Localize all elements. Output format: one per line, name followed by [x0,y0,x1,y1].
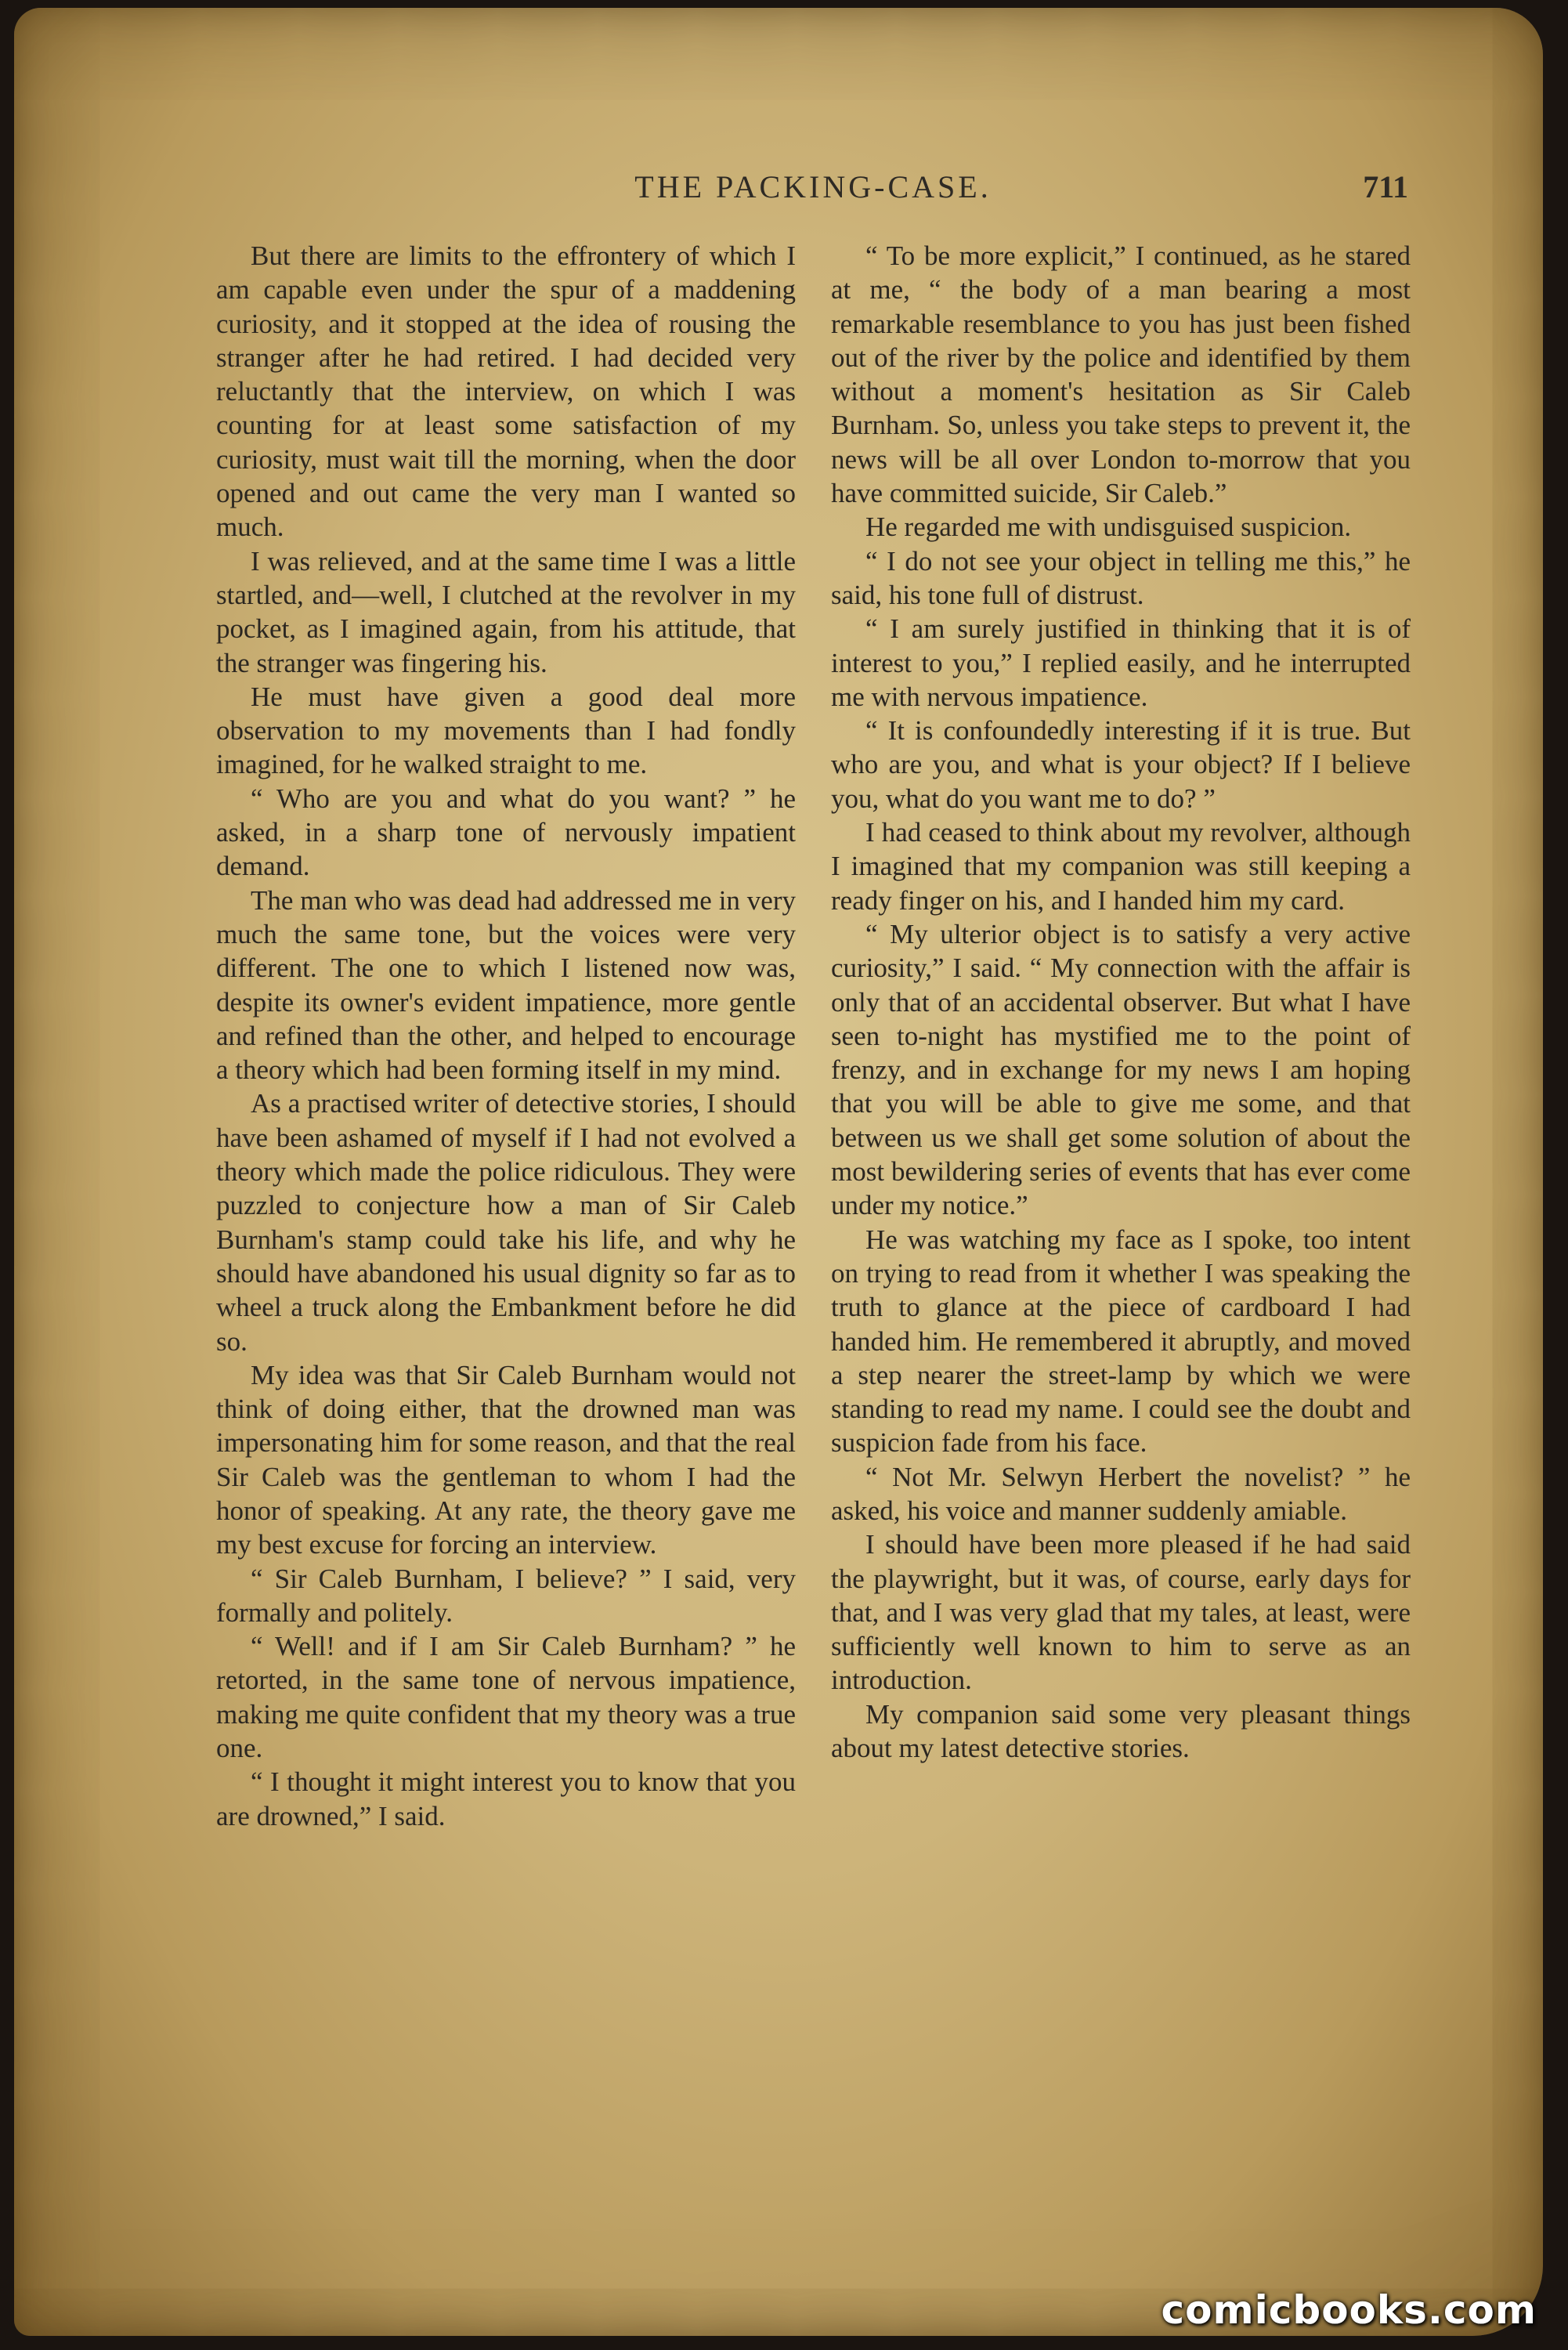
paragraph: “ I thought it might interest you to know that you are drowned,” I said. [216,1766,796,1831]
paragraph: But there are limits to the effrontery of which I am capable even under the spur of a maddening curiosity, and it stopped at the idea of rousing the stranger after he had retired. I had decided very reluctantly that the interview, on which I was counting for at least some satisfaction of my curiosity, must wait till the morning, when the door opened and out came the very man I wanted so much. [216,240,796,543]
page-number: 711 [1363,169,1408,204]
running-head: THE PACKING-CASE. [634,169,992,204]
paragraph: “ I am surely justified in thinking that it is of interest to you,” I replied easily, and he interrupted me with nervous impatience. [831,613,1411,712]
paragraph: As a practised writer of detective stories, I should have been ashamed of myself if I had not evolved a theory which made the police ridiculous. They were puzzled to conjecture how a man of Sir Caleb Burnham's stamp could take his life, and why he should have abandoned his usual dignity so far as to wheel a truck along the Embankment before he did so. [216,1088,796,1357]
paragraph: “ Sir Caleb Burnham, I believe? ” I said, very formally and politely. [216,1563,796,1628]
paragraph: I should have been more pleased if he had said the playwright, but it was, of course, early days for that, and I was very glad that my tales, at least, were sufficiently well known to him to serve as an introduction. [831,1529,1411,1696]
paragraph: The man who was dead had addressed me in very much the same tone, but the voices were very different. The one to which I listened now was, despite its owner's evident impatience, more gentle and refined than the other, and helped to encourage a theory which had been forming itself in my mind. [216,884,796,1086]
paragraph: I had ceased to think about my revolver, although I imagined that my companion was still keeping a ready finger on his, and I handed him my card. [831,817,1411,916]
paragraph: “ It is confoundedly interesting if it is true. But who are you, and what is your object? If I believe you, what do you want me to do? ” [831,715,1411,814]
paragraph: My companion said some very pleasant things about my latest detective stories. [831,1698,1411,1764]
paragraph: He was watching my face as I spoke, too intent on trying to read from it whether I was speaking the truth to glance at the piece of cardboard I had handed him. He remembered it abruptly, and moved a step nearer the street-lamp by which we were standing to read my name. I could see the doubt and suspicion fade from his face. [831,1224,1411,1459]
paragraph: “ To be more explicit,” I continued, as he stared at me, “ the body of a man bearing a most remarkable resemblance to you has just been fished out of the river by the police and identified by them without a moment's hesitation as Sir Caleb Burnham. So, unless you take steps to prevent it, the news will be all over London to-morrow that you have committed suicide, Sir Caleb.” [831,240,1411,509]
paragraph: He regarded me with undisguised suspicion. [865,512,1352,543]
paragraph: “ Not Mr. Selwyn Herbert the novelist? ” he asked, his voice and manner suddenly amiable. [831,1461,1411,1526]
magazine-page [14,8,1543,2336]
left-column [216,239,796,1833]
paragraph: I was relieved, and at the same time I was a little startled, and—well, I clutched at the revolver in my pocket, as I imagined again, from his attitude, that the stranger was fingering his. [216,545,796,678]
paragraph: “ My ulterior object is to satisfy a very active curiosity,” I said. “ My connection with the affair is only that of an accidental observer. But what I have seen to-night has mystified me to the point of frenzy, and in exchange for my news I am hoping that you will be able to give me some, and that between us we shall get some solution of about the most bewildering series of events that has ever come under my notice.” [831,918,1411,1221]
paragraph: “ Who are you and what do you want? ” he asked, in a sharp tone of nervously impatient demand. [216,783,796,882]
paragraph: “ I do not see your object in telling me this,” he said, his tone full of distrust. [831,545,1411,610]
paragraph: “ Well! and if I am Sir Caleb Burnham? ” he retorted, in the same tone of nervous impatience, making me quite confident that my theory was a true one. [216,1631,796,1764]
right-column [831,239,1411,1765]
paragraph: My idea was that Sir Caleb Burnham would not think of doing either, that the drowned man was impersonating him for some reason, and that the real Sir Caleb was the gentleman to whom I had the honor of speaking. At any rate, the theory gave me my best excuse for forcing an interview. [216,1359,796,1560]
site-watermark: comicbooks.com [1161,2287,1537,2333]
page-header [218,168,1408,215]
paragraph: He must have given a good deal more observation to my movements than I had fondly imagined, for he walked straight to me. [216,681,796,780]
